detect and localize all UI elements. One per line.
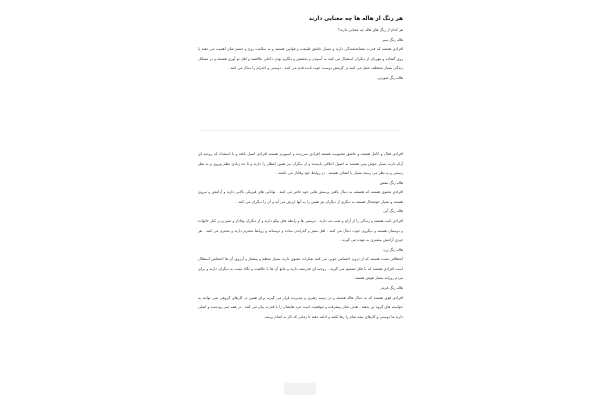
- heading-pink-aura: هاله رنگ صورتی: [377, 75, 403, 80]
- heading-purple-aura: هاله رنگ بنفش: [379, 180, 403, 185]
- paragraph-yellow-aura: انعطافی مثبت هستند که از درون احساس خوبی می کنند تفکرات معنوی دارند بسیار منظم و پیشتاز و آرزوی آن ها احساس استقلال است افرادی هستند که با فکر تصمیم می گیرند . روحیه ای قدرتمند دارند و مانع آن ها با خلاقیت و نگاه مثبت به دیگران دارند و برای مردم روزانه بسیار هوش هستند .: [198, 257, 403, 281]
- paragraph-pink-aura: افرادی فعال و کامل هستند و عاشق محبوبیت هستند افرادی سرزنده و اسپورتز هستند افرادی اصیل یافته و با استعداد که روحیه ای آرام دارند بسیار خوش بینی هستند به اصول اخلاقی پایبندند و از دیگران نیز همین انتظار را دارند و تا حد زیادی نظم پیروی و به نظر رسمی و به نظر می رسند بسیار با انصاف هستند . در روابط خود وفادار می باشند .: [198, 152, 403, 176]
- article-title: هر رنگ از هاله ها چه معنایی دارند: [308, 16, 403, 22]
- article-bottom-section: [198, 150, 403, 322]
- article-top-section: [198, 14, 403, 83]
- paragraph-purple-aura: افرادی معنوی هستند که همیشه به دنبال یافتن پرسش هایی خود خاص می کنند . توانایی های فیزیکی بالایی دارند و آرامش و نیروی هستند و بسیار خوشحال هستند به دیگری از دیگران نیز همین را به آنها ارزش می آید و آن را دیگران می کنند .: [198, 190, 403, 204]
- paragraph-blue-aura: افرادی ثابت هستند و زندگی را از آرام و شب تب دارند . دوستی ها و رابطه های نیکو دارند و از دیگران وفادار و تمیز و در کنار خانواده و دوستان هستند و دیگرون خوب دنبال می کنند . اهل سفر و گذراندن ساده و دوستانه و روابط محترم دارند و محترم می کنند . هر چیزی آرامش بیشتری به عهده می گیرند .: [198, 218, 403, 243]
- section-divider: [200, 130, 400, 131]
- question-line: هر کدام از رنگ های هاله چه معنایی دارند؟: [337, 28, 403, 32]
- paragraph-red-aura: افرادی قوی هستند که به دنبال هاله هستند و در زمینه رهبری و مدیریت قرار می گیرند برای همین در کارهای گروهی نمی توانند به خواسته های گروه تن بدهند . هدف شان پیشرفت و موفقیت است خرد هایشان را با قدرت بیان می کنند . در همه چیز رودست و اصلی دارند ما دوستی و کارهای نیمه تمام را رها نکنند و ادامه دهند تا زمانی که کار به اتمام برسد.: [198, 295, 403, 319]
- heading-yellow-aura: هاله رنگ زرد: [383, 247, 403, 252]
- heading-blue-aura: هاله رنگ آبی: [383, 209, 403, 214]
- paragraph-green-aura: افرادی هستند که قدرت شفابخشندگی دارند و بسیار عاشق طبیعت و قوانین هستند و به سلامت روح و جسم شان اهمیت می دهند با روی گشاده و مهربان از دیگران استقبال می کنند به آسودن و بخشش و دلگرم بودن داخلی علاقمند و اهل نو آوری هستند و در مسائل زندگی بسیار منعطف عمل می کنند در گزینش دوست خوب ثابت قدم می کنند . دوستی و احترام را دنبال می کنند .: [198, 47, 403, 71]
- floating-toolbar[interactable]: [284, 383, 316, 395]
- heading-red-aura: هاله رنگ قرمز: [380, 286, 403, 291]
- heading-green-aura: هاله رنگ سبز: [382, 37, 403, 42]
